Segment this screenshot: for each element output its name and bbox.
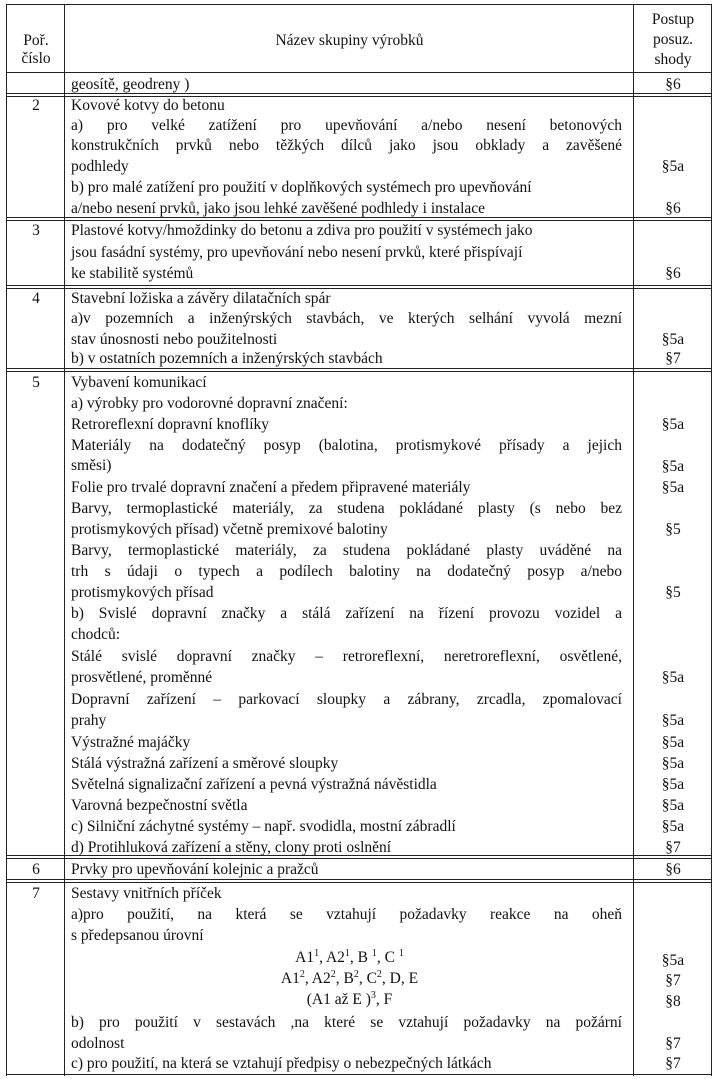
row-cell-text: odolnost [71,1035,125,1052]
row-cell-text: Stavební ložiska a závěry dilatačních spár [71,290,331,307]
procedure-cell: §5a [661,755,685,772]
row-cell-text: b) pro použití v sestavách ,na které se vztahují požadavky na požární [71,1014,622,1031]
procedure-cell: §5a [661,818,685,835]
class-label: , C [376,949,399,966]
row-cell-text: Sestavy vnitřních příček [71,885,222,902]
class-label: , A2 [319,949,345,966]
class-superscript: 1 [314,948,320,959]
row-divider [6,879,712,880]
column-divider [64,4,65,1076]
header-divider [6,72,712,73]
table-border-left [6,4,7,1076]
row-cell-text: Vybavení komunikací [71,374,207,391]
procedure-cell: §7 [665,1055,681,1072]
procedure-cell: §5a [661,797,685,814]
row-cell-text: b) v ostatních pozemních a inženýrských stavbách [71,350,383,367]
class-superscript: 2 [376,969,382,980]
row-cell-text: konstrukčních prvků nebo těžkých dílců jako jsou obklady a zavěšené [71,137,622,154]
row-cell-text: d) Protihluková zařízení a stěny, clony proti oslnění [71,839,392,856]
row-cell-text: Prvky pro upevňování kolejnic a pražců [71,861,319,878]
class-label: (A1 až E ) [306,991,371,1008]
procedure-cell: §7 [665,350,681,367]
class-superscript: 1 [371,948,377,959]
procedure-cell: §6 [665,861,681,878]
procedure-cell: §5a [661,952,685,969]
procedure-cell: §7 [665,839,681,856]
row-cell-text: prosvětlené, proměnné [71,669,213,686]
row-cell-text: Varovná bezpečnostní světla [71,797,248,814]
row-cell-text: a) výrobky pro vodorovné dopravní značení: [71,395,348,412]
procedure-cell: §5a [661,479,685,496]
row-cell-text: a)v pozemních a inženýrských stavbách, ve kterých selhání vyvolá mezní [71,310,622,327]
procedure-cell: §5 [665,584,681,601]
class-label: , B [335,970,354,987]
class-label: , C [358,970,377,987]
row-cell-text: b) pro malé zatížení pro použití v doplňkových systémech pro upevňování [71,179,532,196]
row-cell-text: Barvy, termoplastické materiály, za studena pokládané plasty uváděné na [71,542,622,559]
row-cell-text: a)pro použití, na která se vztahují požadavky reakce na oheň [71,906,622,923]
row-cell-text: Stálé svislé dopravní značky – retroreflexní, neretroreflexní, osvětlené, [71,648,622,665]
class-label: , D, E [381,970,419,987]
row-cell-text: směsi) [71,457,112,474]
table-border-bottom [6,1074,712,1075]
row-cell-text: Barvy, termoplastické materiály, za studena pokládané plasty (s nebo bez [71,500,622,517]
header-procedure-line1: Postup [651,11,695,28]
row-cell-text: Materiály na dodatečný posyp (balotina, protismykové přísady a jejich [71,437,622,454]
row-cell-text: Světelná signalizační zařízení a pevná výstražná návěstidla [71,776,437,793]
row-cell-text: protismykových přísad) včetně premixové balotiny [71,521,388,538]
table-border-top [6,4,712,5]
procedure-cell: §5a [661,734,685,751]
fire-class-line [66,990,633,1011]
procedure-cell: §5a [661,669,685,686]
row-cell-text: Plastové kotvy/hmoždinky do betonu a zdiva pro použití v systémech jako [71,222,533,239]
class-superscript: 2 [353,969,359,980]
row-cell-text: Folie pro trvalé dopravní značení a předem připravené materiály [71,479,471,496]
row-divider [6,368,712,369]
row-cell-text: protismykových přísad [71,584,214,601]
class-superscript: 2 [330,969,336,980]
row-cell-text: stav únosnosti nebo použitelnosti [71,331,278,348]
row-cell-text: Kovové kotvy do betonu [71,97,225,114]
header-procedure-line2: posuz. [652,31,694,48]
header-number-line1: Poř. [23,32,49,49]
procedure-cell: §5a [661,331,685,348]
procedure-cell: §5a [661,712,685,729]
row-cell-text: s předepsanou úrovní [71,927,204,944]
class-superscript: 3 [370,990,376,1001]
class-label: A1 [280,970,300,987]
header-name: Název skupiny výrobků [275,32,424,49]
row-cell-text: ke stabilitě systémů [71,265,194,282]
procedure-cell: §6 [665,200,681,217]
procedure-cell: §5a [661,458,685,475]
procedure-cell: §7 [665,972,681,989]
row-cell-text: c) pro použití, na která se vztahují předpisy o nebezpečných látkách [71,1055,492,1072]
row-number: 5 [32,374,40,391]
row-cell-text: chodců: [71,626,121,643]
row-cell-text: c) Silniční záchytné systémy – např. svodidla, mostní zábradlí [71,818,456,835]
class-label: , B [349,949,372,966]
class-superscript: 2 [299,969,305,980]
procedure-cell: §8 [665,993,681,1010]
procedure-cell: §6 [665,265,681,282]
class-superscript: 1 [344,948,350,959]
class-label: A1 [295,949,315,966]
class-label: , F [375,991,393,1008]
procedure-cell: §7 [665,1035,681,1052]
procedure-cell: §5 [665,521,681,538]
row-cell-text: jsou fasádní systémy, pro upevňování nebo nesení prvků, které přispívají [71,244,523,261]
row-cell-text: a) pro velké zatížení pro upevňování a/nebo nesení betonových [71,117,622,134]
row-number: 6 [32,861,40,878]
row-cell-text: Dopravní zařízení – parkovací sloupky a zábrany, zrcadla, zpomalovací [71,691,622,708]
row-cell-text: Stálá výstražná zařízení a směrové sloupky [71,755,339,772]
row-cell-text: Retroreflexní dopravní knoflíky [71,416,270,433]
procedure-cell: §5a [661,158,685,175]
row-number: 4 [32,290,40,307]
fire-class-line [66,948,633,969]
row-number: 2 [32,97,40,114]
table-border-right [711,4,712,1076]
row-cell-text: trh s údaji o typech a podílech balotiny na dodatečný posyp a/nebo [71,563,622,580]
header-procedure-line3: shody [654,51,692,68]
class-label: , A2 [304,970,331,987]
procedure-cell: §5a [661,416,685,433]
procedure-cell: §5a [661,776,685,793]
fire-class-line [66,969,633,990]
header-number-line2: číslo [21,50,51,67]
row-divider [6,285,712,286]
procedure-cell: §6 [665,76,681,93]
row-number: 3 [32,222,40,239]
row-cell-text: b) Svislé dopravní značky a stálá zařízení na řízení provozu vozidel a [71,605,622,622]
row-cell-text: Výstražné majáčky [71,734,191,751]
row-number: 7 [32,885,40,902]
row-cell-text: geosítě, geodreny ) [71,76,190,93]
row-cell-text: prahy [71,712,107,729]
row-cell-text: podhledy [71,158,129,175]
row-cell-text: a/nebo nesení prvků, jako jsou lehké zavěšené podhledy i instalace [71,200,486,217]
class-superscript: 1 [398,948,404,959]
